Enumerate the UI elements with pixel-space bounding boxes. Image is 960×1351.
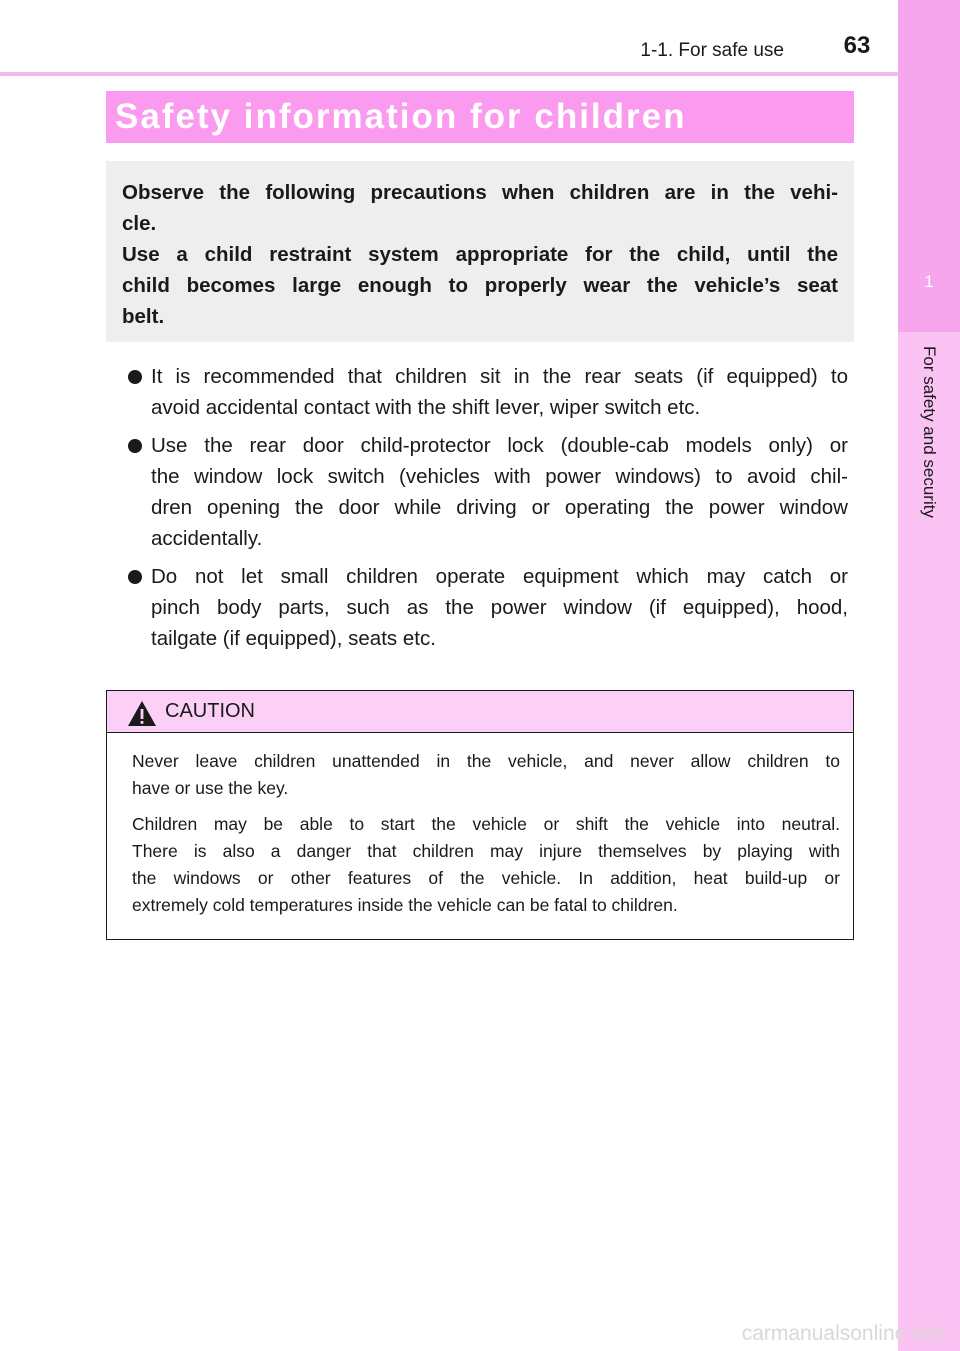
caution-paragraph xyxy=(132,811,840,919)
intro-line: child becomes large enough to properly wear the vehicle’s seat xyxy=(122,274,838,297)
caution-line: There is also a danger that children may injure themselves by playing with xyxy=(132,841,840,861)
caution-line: Never leave children unattended in the vehicle, and never allow children to xyxy=(132,751,840,771)
caution-line: Children may be able to start the vehicle or shift the vehicle into neutral. xyxy=(132,814,840,834)
bullet-line: pinch body parts, such as the power window (if equipped), hood, xyxy=(151,596,848,619)
bullet-line: tailgate (if equipped), seats etc. xyxy=(151,627,436,650)
header-rule xyxy=(0,72,898,76)
chapter-title: For safety and security xyxy=(920,346,939,518)
caution-label: CAUTION xyxy=(165,700,255,722)
bullet-dot-icon xyxy=(128,439,142,453)
bullet-line: Do not let small children operate equipment which may catch or xyxy=(151,565,848,588)
warning-triangle-icon xyxy=(127,699,157,727)
intro-line: belt. xyxy=(122,305,165,328)
intro-line: Observe the following precautions when children are in the vehi- xyxy=(122,181,838,204)
caution-line: have or use the key. xyxy=(132,778,289,798)
intro-box xyxy=(106,161,854,342)
bullet-line: dren opening the door while driving or operating the power window xyxy=(151,496,848,519)
chapter-side-tab[interactable] xyxy=(898,0,960,1351)
bullet-line: avoid accidental contact with the shift lever, wiper switch etc. xyxy=(151,396,701,419)
intro-line: Use a child restraint system appropriate for the child, until the xyxy=(122,243,838,266)
bullet-list xyxy=(128,361,848,661)
caution-box xyxy=(106,690,854,940)
bullet-line: It is recommended that children sit in the rear seats (if equipped) to xyxy=(151,365,848,388)
section-title: 1-1. For safe use xyxy=(640,40,784,61)
page-title-bar xyxy=(106,91,854,143)
bullet-line: the window lock switch (vehicles with power windows) to avoid chil- xyxy=(151,465,848,488)
chapter-number: 1 xyxy=(924,272,934,291)
caution-line: the windows or other features of the vehicle. In addition, heat build-up or xyxy=(132,868,840,888)
bullet-dot-icon xyxy=(128,570,142,584)
page-number: 63 xyxy=(843,32,871,59)
page-title: Safety information for children xyxy=(115,97,687,136)
chapter-tab-highlight xyxy=(898,0,960,332)
caution-paragraph xyxy=(132,748,840,802)
watermark: carmanualsonline.info xyxy=(741,1322,946,1345)
intro-line: cle. xyxy=(122,212,157,235)
caution-body xyxy=(132,748,840,928)
bullet-dot-icon xyxy=(128,370,142,384)
list-item xyxy=(128,361,848,423)
list-item xyxy=(128,430,848,554)
bullet-line: Use the rear door child-protector lock (double-cab models only) or xyxy=(151,434,848,457)
caution-line: extremely cold temperatures inside the vehicle can be fatal to children. xyxy=(132,895,678,915)
caution-header xyxy=(107,691,853,733)
bullet-line: accidentally. xyxy=(151,527,263,550)
list-item xyxy=(128,561,848,654)
